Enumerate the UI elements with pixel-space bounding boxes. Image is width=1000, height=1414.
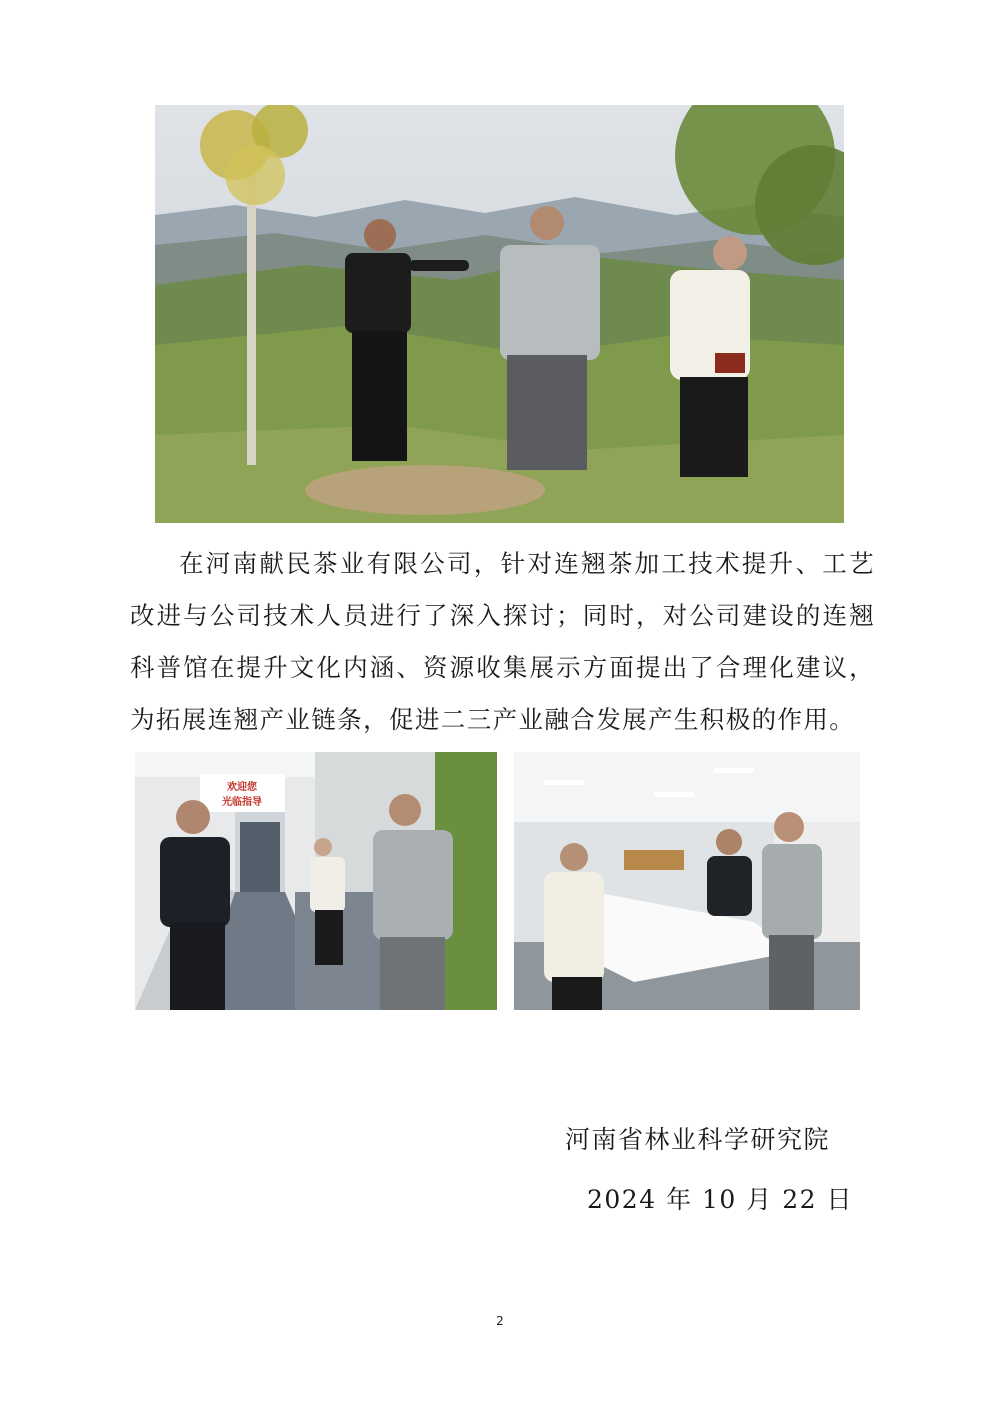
photo-lab-visit xyxy=(514,752,860,1010)
body-paragraph: 在河南献民茶业有限公司，针对连翘茶加工技术提升、工艺改进与公司技术人员进行了深入探讨；同时，对公司建设的连翘科普馆在提升文化内涵、资源收集展示方面提出了合理化建议，为拓展连翘产业链条，促进二三产业融合发展产生积极的作用。 xyxy=(130,549,875,734)
corridor-sign-line1: 欢迎您 xyxy=(227,782,257,793)
signature-organization: 河南省林业科学研究院 xyxy=(565,1125,831,1154)
page-number: 2 xyxy=(496,1314,504,1328)
photo-hillside-inspection xyxy=(155,105,844,523)
photo-corridor-visit xyxy=(135,752,497,1010)
signature-date: 2024 年 10 月 22 日 xyxy=(587,1185,853,1214)
corridor-sign-line2: 光临指导 xyxy=(222,797,262,808)
